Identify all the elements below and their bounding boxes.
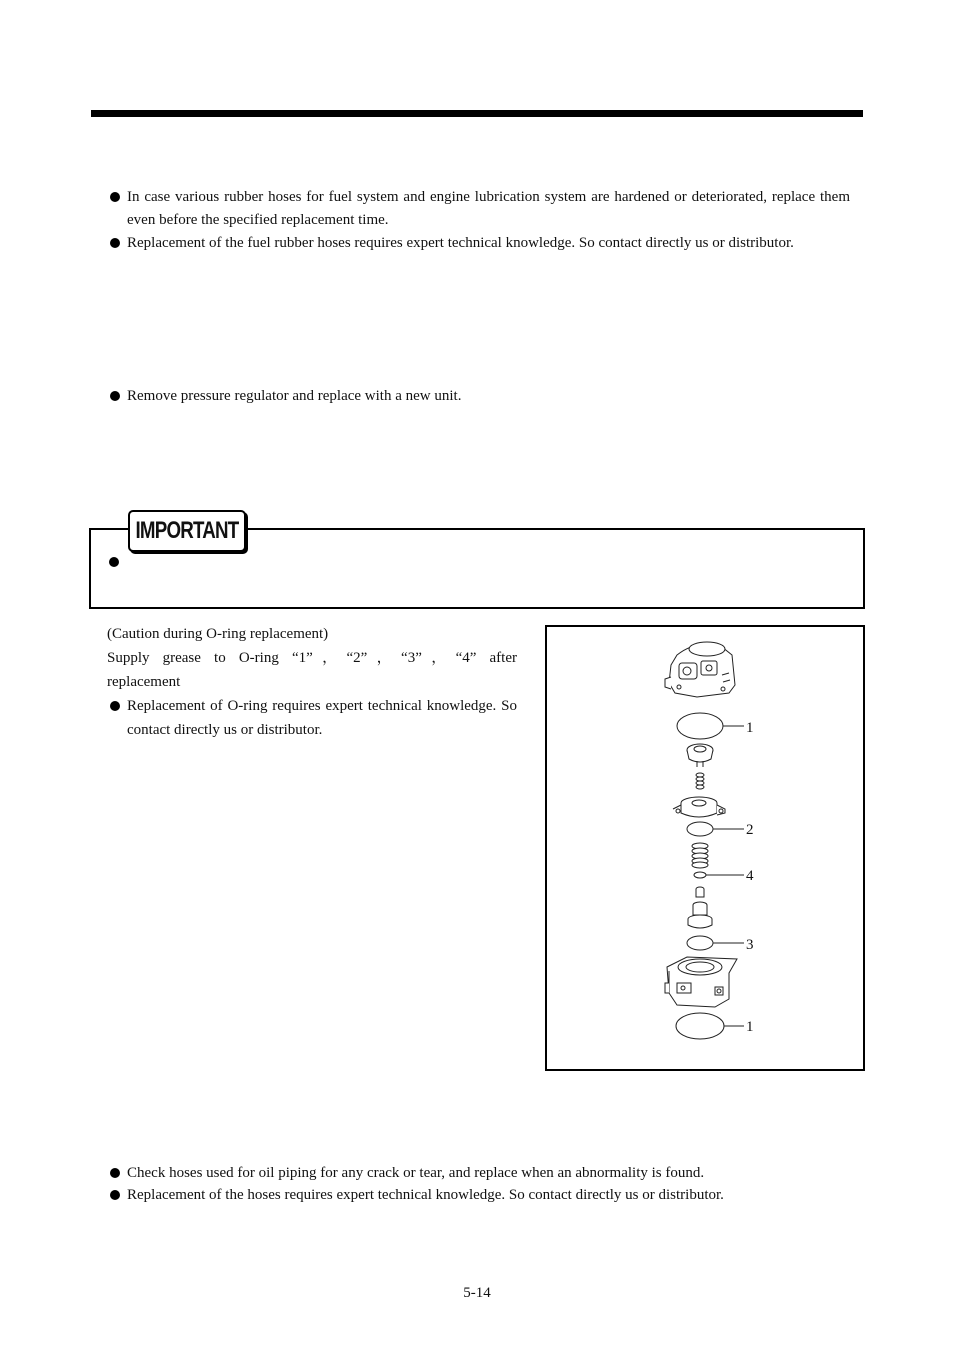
bullet-icon — [110, 1168, 120, 1178]
fuel-hose-bullets — [108, 186, 850, 255]
header-rule — [91, 110, 863, 117]
list-item: Replacement of O-ring requires expert technical knowledge. So contact directly us or distributor. — [107, 694, 517, 742]
list-item: Replacement of the fuel rubber hoses requires expert technical knowledge. So contact directly us or distributor. — [108, 232, 850, 255]
regulator-bottom-body — [665, 957, 737, 1007]
bullet-icon — [110, 1190, 120, 1200]
page-number: 5-14 — [463, 1285, 491, 1301]
callout-label: 1 — [746, 1019, 754, 1035]
bullet-icon — [110, 391, 120, 401]
diaphragm-housing — [673, 797, 725, 817]
bullet-icon — [110, 238, 120, 248]
callout-label: 2 — [746, 822, 754, 838]
o-ring-3 — [687, 936, 713, 950]
o-ring-2 — [687, 822, 713, 836]
o-ring-4 — [694, 872, 706, 878]
important-badge: IMPORTANT — [128, 510, 246, 552]
o-ring-caution — [107, 622, 517, 742]
bullet-icon — [110, 192, 120, 202]
callout-label: 1 — [746, 720, 754, 736]
diaphragm-cap — [687, 744, 713, 767]
pressure-regulator-exploded-diagram — [547, 627, 863, 1069]
list-item: Replacement of the hoses requires expert technical knowledge. So contact directly us or distributor. — [108, 1184, 850, 1206]
regulator-top-body — [665, 642, 735, 697]
callout-label: 4 — [746, 868, 754, 884]
callout-label: 3 — [746, 937, 754, 953]
oil-hose-bullets — [108, 1162, 850, 1206]
bullet-icon — [109, 557, 119, 567]
large-spring — [692, 843, 708, 868]
list-item: Remove pressure regulator and replace with a new unit. — [108, 385, 850, 408]
regulator-bullets — [108, 385, 850, 408]
valve-plunger — [688, 887, 712, 928]
o-ring-1-top — [677, 713, 723, 739]
bullet-icon — [110, 701, 120, 711]
caution-text-line1: Supply grease to O-ring “1”，“2”，“3”，“4” after — [107, 650, 517, 666]
exploded-diagram-figure — [545, 625, 865, 1071]
small-spring — [696, 773, 704, 789]
o-ring-1-bottom — [676, 1013, 724, 1039]
caution-title: (Caution during O-ring replacement) — [107, 626, 329, 642]
list-item: In case various rubber hoses for fuel system and engine lubrication system are hardened or deteriorated, replace them even before the specified replacement time. — [108, 186, 850, 232]
list-item: Check hoses used for oil piping for any crack or tear, and replace when an abnormality is found. — [108, 1162, 850, 1184]
caution-text-line2: replacement — [107, 674, 181, 690]
